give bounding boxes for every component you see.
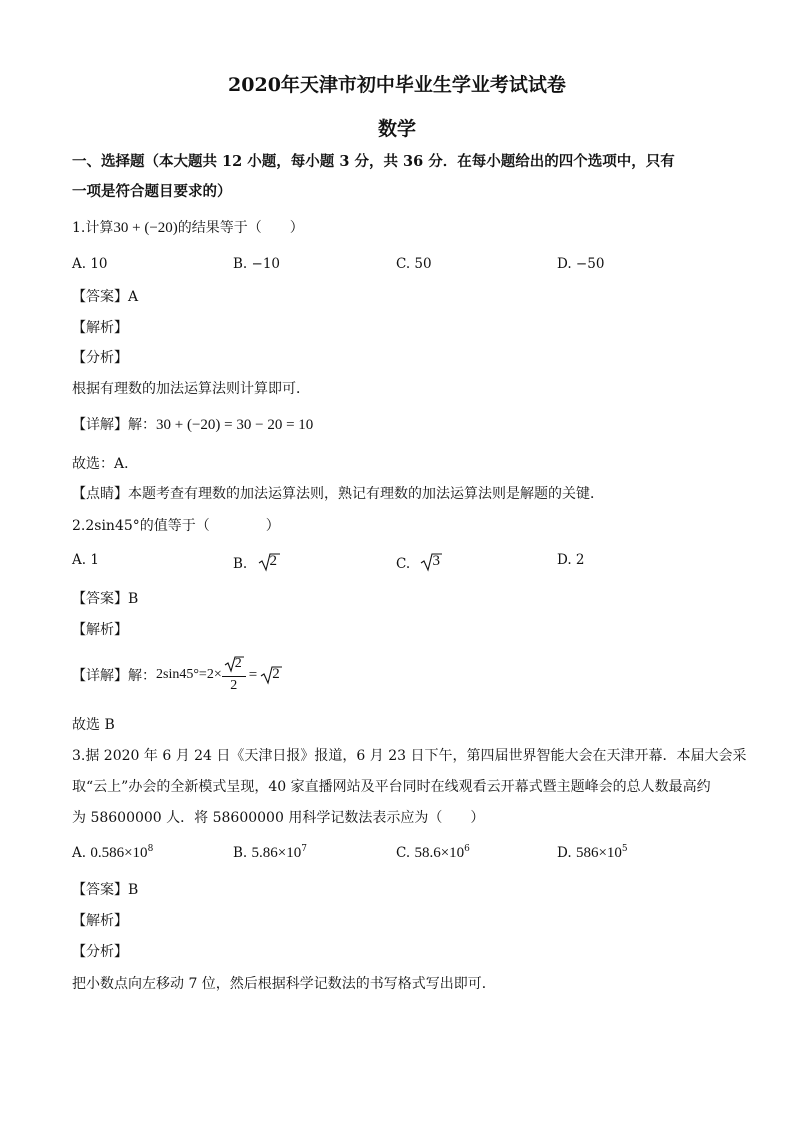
- question-2-answer-value: B: [128, 591, 139, 607]
- exam-title: 2020年天津市初中毕业生学业考试试卷: [228, 74, 566, 96]
- fraction-numerator-radicand: 2: [234, 656, 242, 671]
- question-2-answer: [72, 588, 138, 608]
- answer-tag: 【答案】: [72, 591, 128, 607]
- question-2-option-a: A. 1: [72, 552, 99, 568]
- question-2-option-c-radicand: 3: [432, 553, 440, 569]
- question-3-stem-line1: 3.据 2020 年 6 月 24 日《天津日报》报道，6 月 23 日下午，第四届世界智能大会在天津开幕．本届大会采: [72, 748, 747, 764]
- question-1-answer-value: A: [128, 289, 139, 305]
- question-3-option-a: [72, 844, 153, 862]
- option-base: 0.586×10: [90, 845, 148, 861]
- option-base: 58.6×10: [414, 845, 465, 861]
- question-1-suffix: 的结果等于（ ）: [177, 220, 304, 236]
- section-heading-line2: 一项是符合题目要求的）: [72, 183, 232, 200]
- question-1-option-d: D. −50: [557, 256, 605, 272]
- question-1-detail-expression: 30 + (−20) = 30 − 20 = 10: [156, 417, 314, 433]
- question-2-fraction: [222, 655, 246, 695]
- question-1-option-a: A. 10: [72, 256, 108, 272]
- option-label: C.: [396, 845, 411, 861]
- option-exponent: 5: [621, 844, 628, 854]
- question-1-detail: [72, 414, 313, 434]
- detail-tag: 【详解】: [72, 668, 128, 684]
- option-base: 5.86×10: [251, 845, 302, 861]
- fraction-denominator: 2: [230, 678, 238, 693]
- question-1-comment-text: 本题考查有理数的加法运算法则，熟记有理数的加法运算法则是解题的关键．: [128, 486, 604, 502]
- question-1-comment: [72, 483, 604, 503]
- question-1-prefix: 1.计算: [72, 220, 114, 236]
- question-1-expression: 30 + (−20): [113, 220, 178, 236]
- question-3-option-c: [396, 844, 470, 862]
- question-3-option-d: [557, 844, 628, 862]
- question-1-fenxi-text: 根据有理数的加法运算法则计算即可．: [72, 381, 310, 397]
- question-1-choose: 故选：A．: [72, 456, 139, 472]
- option-exponent: 7: [301, 844, 307, 854]
- sqrt-symbol: [420, 552, 442, 572]
- option-label: D.: [557, 845, 572, 861]
- option-base: 586×10: [575, 845, 622, 861]
- question-3-option-b: [233, 844, 307, 862]
- option-label: B.: [233, 845, 248, 861]
- question-2-stem: 2.2sin45°的值等于（ ）: [72, 518, 280, 534]
- question-2-option-c-label: C.: [396, 556, 411, 572]
- question-3-fenxi-text: 把小数点向左移动 7 位，然后根据科学记数法的书写格式写出即可．: [72, 976, 496, 992]
- question-2-choose: 故选 B: [72, 717, 115, 733]
- question-3-answer: [72, 879, 138, 899]
- fraction-numerator: [222, 655, 246, 677]
- question-2-detail-radicand: 2: [272, 666, 280, 682]
- section-heading-line1: 一、选择题（本大题共 12 小题，每小题 3 分，共 36 分．在每小题给出的四个选项中，只有: [72, 153, 675, 170]
- question-3-analysis-tag: 【解析】: [72, 913, 128, 929]
- question-3-answer-value: B: [128, 882, 139, 898]
- question-2-detail-eq: =: [248, 666, 258, 683]
- question-1-option-c: C. 50: [396, 256, 432, 272]
- question-2-option-d: D. 2: [557, 552, 585, 568]
- detail-prefix: 解：: [128, 668, 156, 684]
- comment-tag: 【点睛】: [72, 486, 128, 502]
- question-1-analysis-tag: 【解析】: [72, 320, 128, 336]
- detail-prefix: 解：: [128, 417, 156, 433]
- question-2-detail: [72, 655, 282, 695]
- option-exponent: 8: [147, 844, 154, 854]
- question-2-analysis-tag: 【解析】: [72, 622, 128, 638]
- question-2-option-b: [233, 552, 280, 572]
- question-1-answer: [72, 286, 138, 306]
- option-exponent: 6: [464, 844, 470, 854]
- sqrt-symbol: [224, 655, 244, 676]
- answer-tag: 【答案】: [72, 882, 128, 898]
- question-2-option-c: [396, 552, 442, 572]
- sqrt-symbol: [258, 552, 280, 572]
- sqrt-symbol: [260, 665, 282, 685]
- question-2-option-b-label: B.: [233, 556, 248, 572]
- question-2-detail-lhs: 2sin45°=2×: [156, 667, 222, 682]
- question-1-fenxi-tag: 【分析】: [72, 350, 128, 366]
- detail-tag: 【详解】: [72, 417, 128, 433]
- question-3-fenxi-tag: 【分析】: [72, 944, 128, 960]
- question-1-stem: [72, 217, 304, 237]
- answer-tag: 【答案】: [72, 289, 128, 305]
- exam-subject: 数学: [377, 118, 416, 140]
- question-2-option-b-radicand: 2: [269, 553, 278, 569]
- question-3-stem-line3: 为 58600000 人．将 58600000 用科学记数法表示应为（ ）: [72, 810, 485, 826]
- question-3-stem-line2: 取“云上”办会的全新模式呈现，40 家直播网站及平台同时在线观看云开幕式暨主题峰会的总人数最高约: [72, 779, 711, 795]
- option-label: A.: [72, 845, 87, 861]
- question-1-option-b: B. −10: [233, 256, 280, 272]
